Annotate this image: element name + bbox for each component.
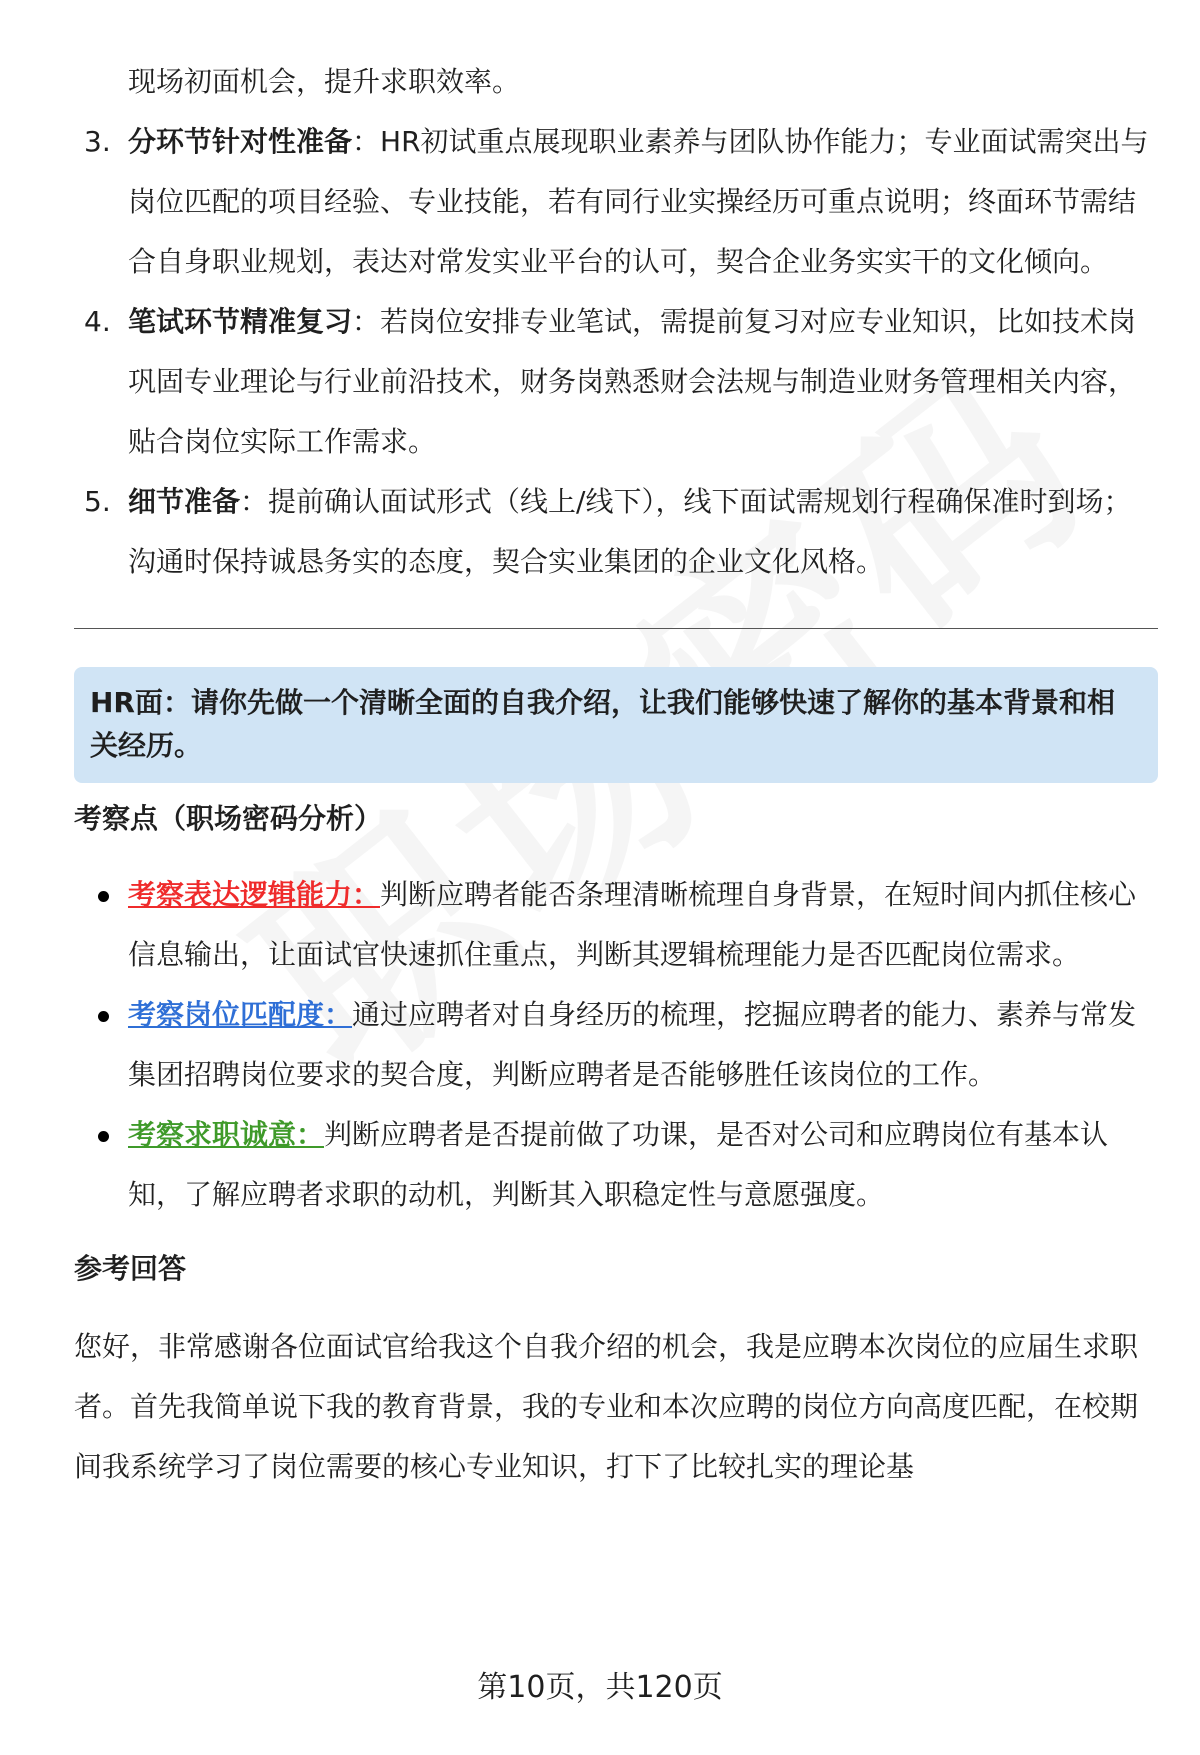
list-number: 4. — [84, 305, 111, 338]
bullet-icon — [98, 891, 109, 902]
list-item-text: ：HR初试重点展现职业素养与团队协作能力；专业面试需突出与岗位匹配的项目经验、专业技能，若有同行业实操经历可重点说明；终面环节需结合自身职业规划，表达对常发实业平台的认可，契合企业务实实干的文化倾向。 — [128, 125, 1149, 278]
intro-continuation: 现场初面机会，提升求职效率。 — [128, 65, 521, 98]
section-divider — [74, 628, 1158, 629]
list-item — [74, 865, 1158, 985]
tips-list — [74, 112, 1158, 592]
list-item — [74, 985, 1158, 1105]
point-label: 考察岗位匹配度： — [128, 998, 353, 1031]
list-item-text: ：提前确认面试形式（线上/线下），线下面试需规划行程确保准时到场；沟通时保持诚恳务实的态度，契合实业集团的企业文化风格。 — [128, 485, 1132, 578]
points-list — [74, 865, 1158, 1225]
list-item — [74, 1105, 1158, 1225]
point-text: 判断应聘者能否条理清晰梳理自身背景，在短时间内抓住核心信息输出，让面试官快速抓住重点，判断其逻辑梳理能力是否匹配岗位需求。 — [128, 878, 1137, 971]
point-label: 考察求职诚意： — [128, 1118, 325, 1151]
list-number: 5. — [84, 485, 111, 518]
list-item — [74, 112, 1158, 292]
question-box: HR面：请你先做一个清晰全面的自我介绍，让我们能够快速了解你的基本背景和相关经历。 — [74, 667, 1158, 783]
list-item-title: 细节准备 — [128, 485, 241, 518]
analysis-heading: 考察点（职场密码分析） — [74, 802, 383, 835]
bullet-icon — [98, 1011, 109, 1022]
list-item-title: 笔试环节精准复习 — [128, 305, 353, 338]
answer-text: 您好，非常感谢各位面试官给我这个自我介绍的机会，我是应聘本次岗位的应届生求职者。首先我简单说下我的教育背景，我的专业和本次应聘的岗位方向高度匹配，在校期间我系统学习了岗位需要的核心专业知识，打下了比较扎实的理论基 — [74, 1330, 1139, 1483]
page-number: 第10页，共120页 — [477, 1670, 723, 1705]
list-number: 3. — [84, 125, 111, 158]
list-item-text: ：若岗位安排专业笔试，需提前复习对应专业知识，比如技术岗巩固专业理论与行业前沿技术，财务岗熟悉财会法规与制造业财务管理相关内容，贴合岗位实际工作需求。 — [128, 305, 1137, 458]
point-text: 通过应聘者对自身经历的梳理，挖掘应聘者的能力、素养与常发集团招聘岗位要求的契合度，判断应聘者是否能够胜任该岗位的工作。 — [128, 998, 1137, 1091]
point-label: 考察表达逻辑能力： — [128, 878, 381, 911]
answer-heading: 参考回答 — [74, 1252, 187, 1285]
list-item — [74, 472, 1158, 592]
list-item-title: 分环节针对性准备 — [128, 125, 353, 158]
point-text: 判断应聘者是否提前做了功课，是否对公司和应聘岗位有基本认知，了解应聘者求职的动机，判断其入职稳定性与意愿强度。 — [128, 1118, 1109, 1211]
document-page — [74, 52, 1158, 1497]
list-item — [74, 292, 1158, 472]
bullet-icon — [98, 1131, 109, 1142]
